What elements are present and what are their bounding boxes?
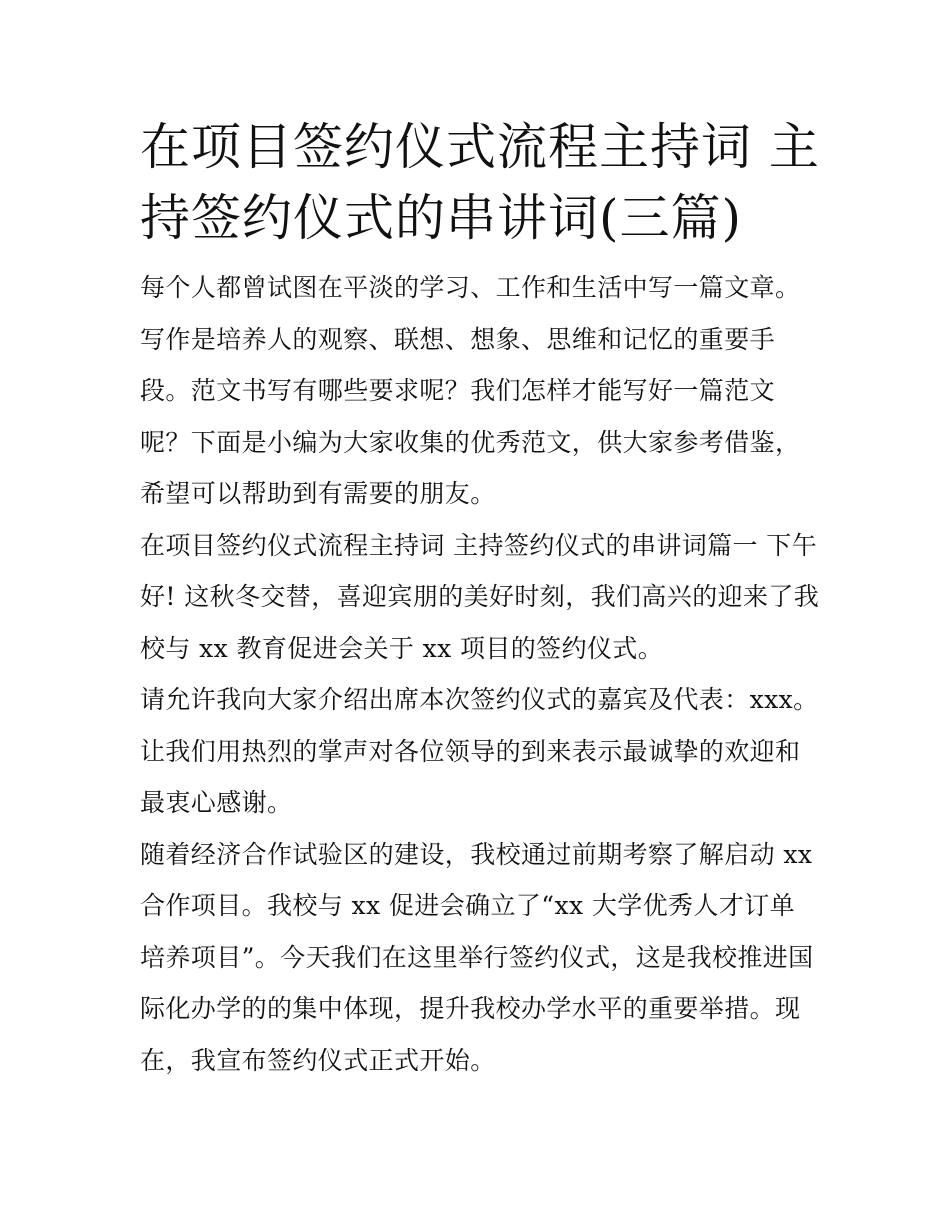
document-title: 在项目签约仪式流程主持词 主持签约仪式的串讲词(三篇) [140, 118, 820, 247]
paragraph-project: 随着经济合作试验区的建设，我校通过前期考察了解启动 xx 合作项目。我校与 xx 促进会确立了“xx 大学优秀人才订单培养项目”。今天我们在这里举行签约仪式，这是我校推进国际化办学的的集中体现，提升我校办学水平的重要举措。现在，我宣布签约仪式正式开始。 [140, 839, 814, 1075]
paragraph-intro: 每个人都曾试图在平淡的学习、工作和生活中写一篇文章。写作是培养人的观察、联想、想象、思维和记忆的重要手段。范文书写有哪些要求呢？我们怎样才能写好一篇范文呢？下面是小编为大家收集的优秀范文，供大家参考借鉴，希望可以帮助到有需要的朋友。 [140, 273, 801, 508]
paragraph-greeting: 在项目签约仪式流程主持词 主持签约仪式的串讲词篇一 下午好! 这秋冬交替，喜迎宾朋的美好时刻，我们高兴的迎来了我校与 xx 教育促进会关于 xx 项目的签约仪式。 [140, 530, 820, 663]
paragraph-guests: 请允许我向大家介绍出席本次签约仪式的嘉宾及代表：xxx。 [140, 685, 819, 714]
paragraph-applause: 让我们用热烈的掌声对各位领导的到来表示最诚挚的欢迎和最衷心感谢。 [140, 736, 801, 817]
paragraph-list [140, 262, 820, 1086]
document-body [140, 112, 820, 1086]
